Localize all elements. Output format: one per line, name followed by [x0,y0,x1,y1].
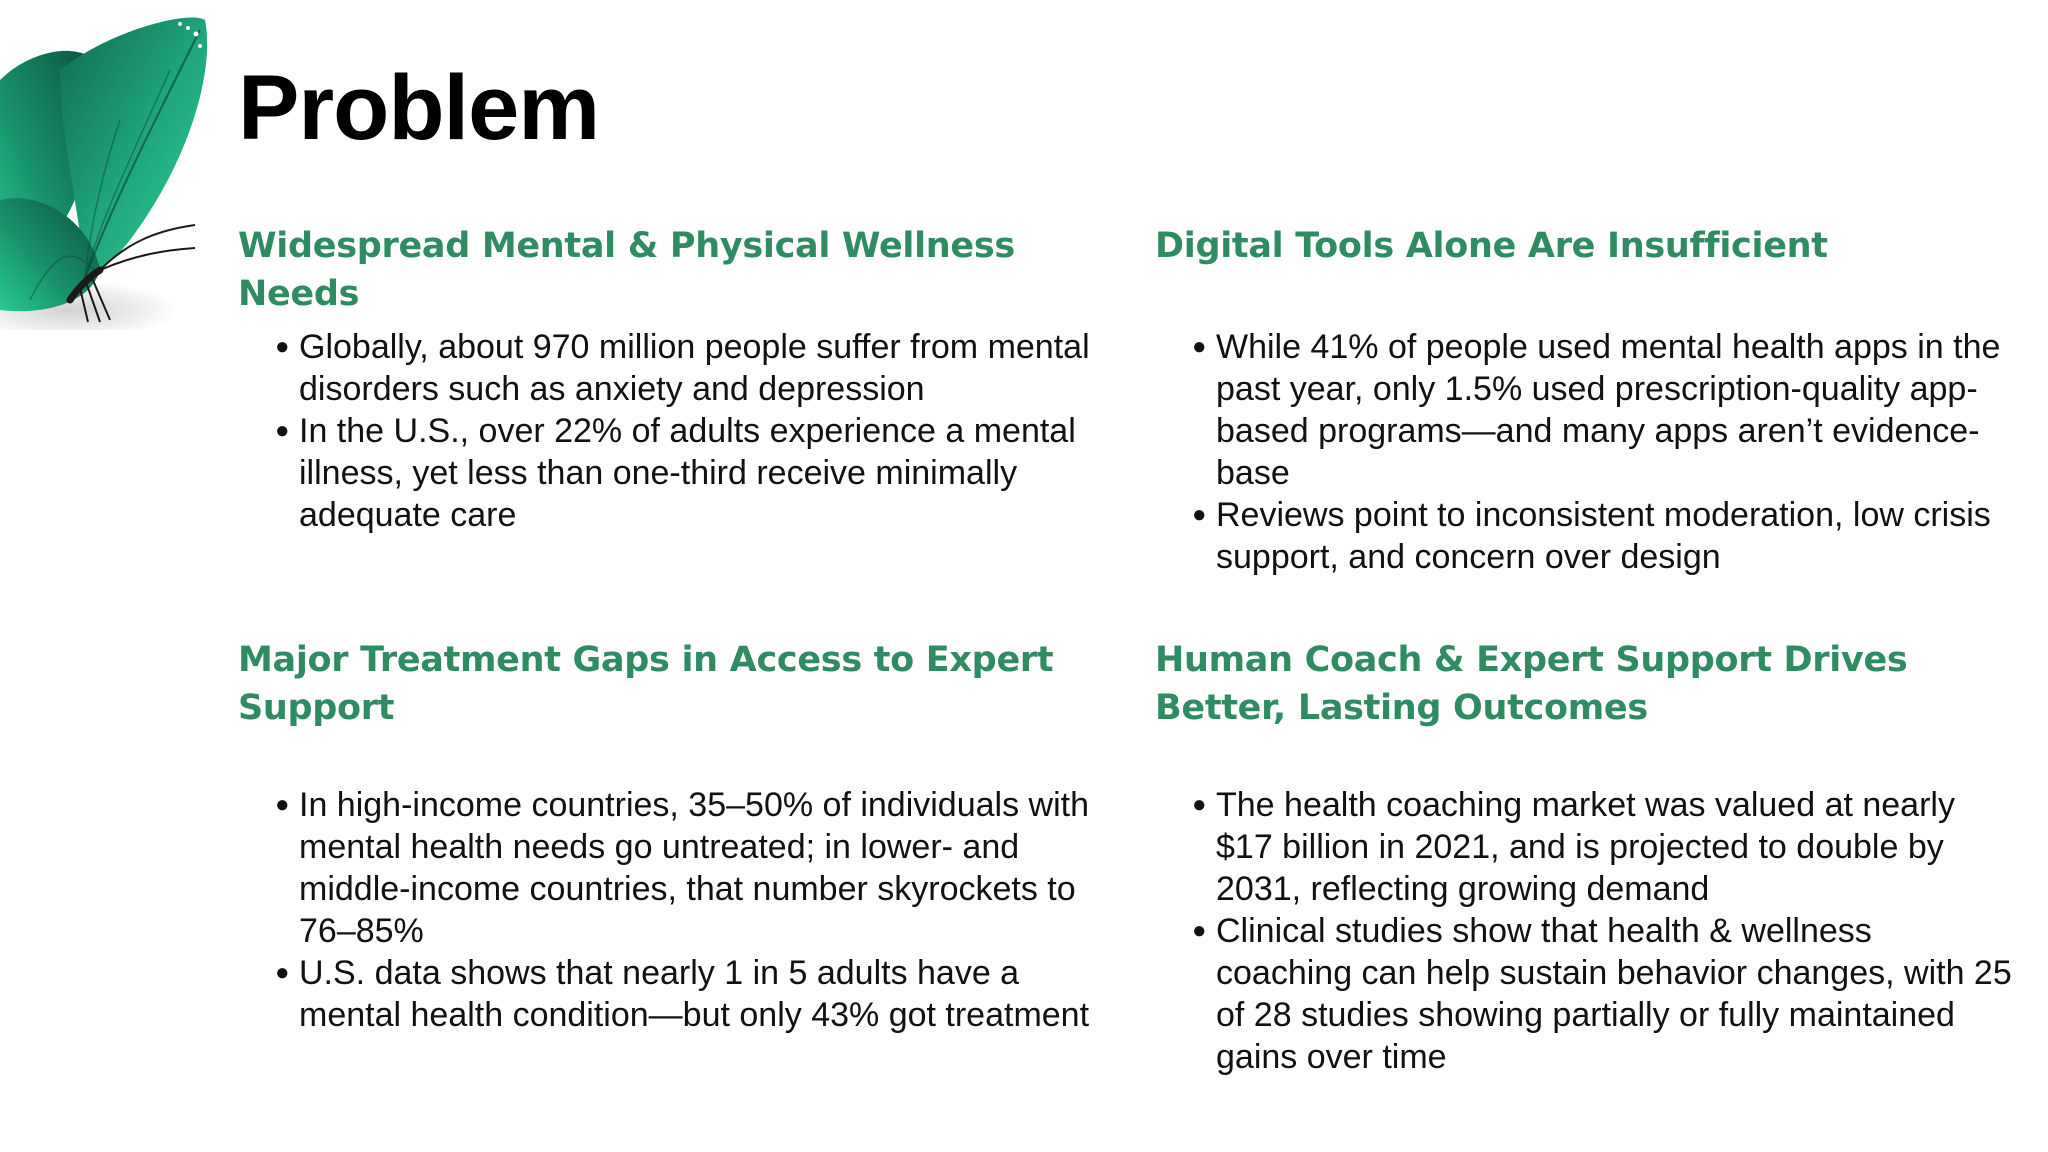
bullet-list [238,326,1098,536]
list-item [1155,326,2015,494]
section-heading: Major Treatment Gaps in Access to Expert Support [238,640,1054,728]
list-item [1155,494,2015,578]
bullet-icon: ● [1192,791,1207,818]
list-item-text: Reviews point to inconsistent moderation, low crisis support, and concern over design [1216,496,1991,576]
bullet-icon: ● [275,791,290,818]
section-digital-tools [1155,222,2015,576]
list-item [238,784,1098,952]
section-coach-support [1155,636,2015,1076]
list-item [1155,784,2015,910]
bullet-icon: ● [275,959,290,986]
section-treatment-gaps [238,636,1098,1034]
bullet-icon: ● [1192,501,1207,528]
bullet-icon: ● [1192,917,1207,944]
list-item-text: While 41% of people used mental health apps in the past year, only 1.5% used prescription-quality app-based programs—and many apps aren’t evidence-base [1216,328,2001,492]
bullet-icon: ● [1192,333,1207,360]
list-item-text: In high-income countries, 35–50% of individuals with mental health needs go untreated; in lower- and middle-income countries, that number skyrockets to 76–85% [299,786,1090,950]
list-item-text: Globally, about 970 million people suffer from mental disorders such as anxiety and depression [299,328,1090,408]
bullet-icon: ● [275,333,290,360]
list-item-text: In the U.S., over 22% of adults experience a mental illness, yet less than one-third receive minimally adequate care [299,412,1076,534]
list-item [238,326,1098,410]
bullet-list [1155,784,2015,1078]
list-item-text: The health coaching market was valued at nearly $17 billion in 2021, and is projected to double by 2031, reflecting growing demand [1216,786,1955,908]
bullet-list [238,784,1098,1036]
list-item [238,952,1098,1036]
list-item-text: Clinical studies show that health & wellness coaching can help sustain behavior changes, with 25 of 28 studies showing partially or fully maintained gains over time [1216,912,2012,1076]
bullet-icon: ● [275,417,290,444]
section-heading: Human Coach & Expert Support Drives Better, Lasting Outcomes [1155,640,1908,728]
list-item-text: U.S. data shows that nearly 1 in 5 adults have a mental health condition—but only 43% got treatment [299,954,1090,1034]
butterfly-icon [0,10,220,330]
section-heading: Widespread Mental & Physical Wellness Needs [238,226,1015,314]
section-wellness-needs [238,222,1098,534]
list-item [238,410,1098,536]
list-item [1155,910,2015,1078]
bullet-list [1155,326,2015,578]
section-heading: Digital Tools Alone Are Insufficient [1155,226,1828,266]
slide-title: Problem [238,57,600,159]
